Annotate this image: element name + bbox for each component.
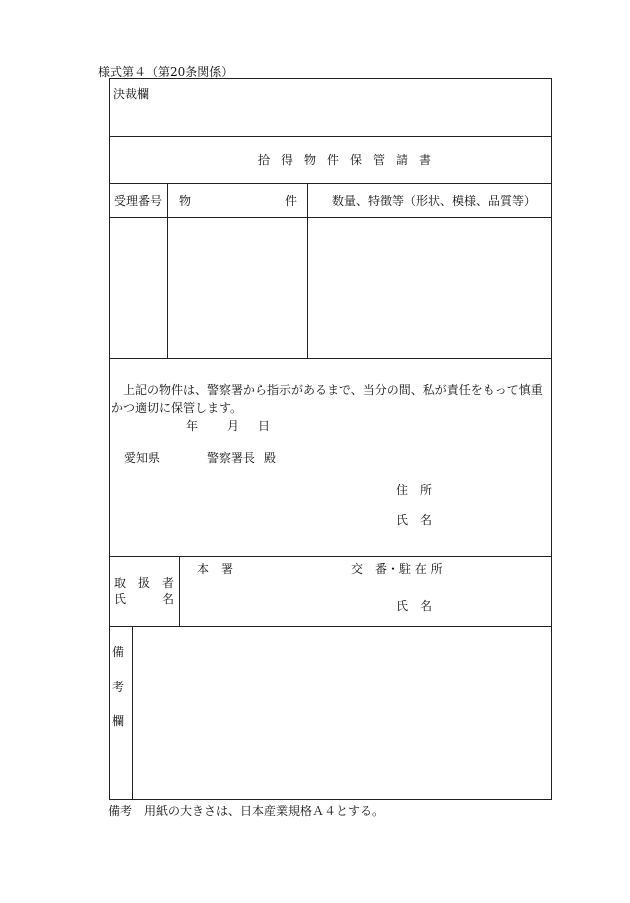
column-divider (179, 556, 180, 626)
divider (109, 183, 552, 184)
divider (109, 556, 552, 557)
divider (109, 358, 552, 359)
approval-label: 決裁欄 (113, 87, 150, 101)
main-station-label: 本 署 (197, 562, 234, 576)
form-frame (109, 78, 552, 800)
header-item-part-2: 件 (285, 194, 298, 208)
remarks-char-3: 欄 (112, 714, 125, 728)
form-number: 様式第４（第20条関係） (98, 65, 234, 79)
date-month: 月 (227, 419, 240, 433)
divider (109, 136, 552, 137)
address-label: 住 所 (396, 483, 433, 497)
koban-label: 交 番・駐 在 所 (351, 562, 443, 576)
handler-name-label: 氏 名 (114, 592, 175, 606)
column-divider (167, 183, 168, 358)
divider (109, 626, 552, 627)
custody-statement: 上記の物件は、警察署から指示があるまで、当分の間、私が責任をもって慎重かつ適切に保管します。 (111, 383, 543, 415)
header-item-part-1: 物 (179, 194, 192, 208)
date-year: 年 (186, 419, 199, 433)
column-divider (307, 183, 308, 358)
name-label: 氏 名 (396, 513, 433, 527)
date-day: 日 (258, 419, 271, 433)
divider (109, 217, 552, 218)
page-title: 拾得物件保管請書 (258, 153, 443, 167)
header-quantity-features: 数量、特徴等（形状、模様、品質等） (332, 194, 537, 208)
addressee-prefecture: 愛知県 (124, 451, 161, 465)
column-divider (132, 626, 133, 800)
addressee-chief: 警察署長 (207, 451, 256, 465)
handler-label: 取 扱 者 (114, 576, 175, 590)
remarks-char-2: 考 (112, 680, 125, 694)
handler-officer-name-label: 氏 名 (396, 599, 433, 613)
footnote: 備考 用紙の大きさは、日本産業規格Ａ４とする。 (108, 804, 385, 818)
remarks-char-1: 備 (112, 645, 125, 659)
header-receipt-number: 受理番号 (114, 194, 163, 208)
addressee-honorific: 殿 (264, 451, 277, 465)
